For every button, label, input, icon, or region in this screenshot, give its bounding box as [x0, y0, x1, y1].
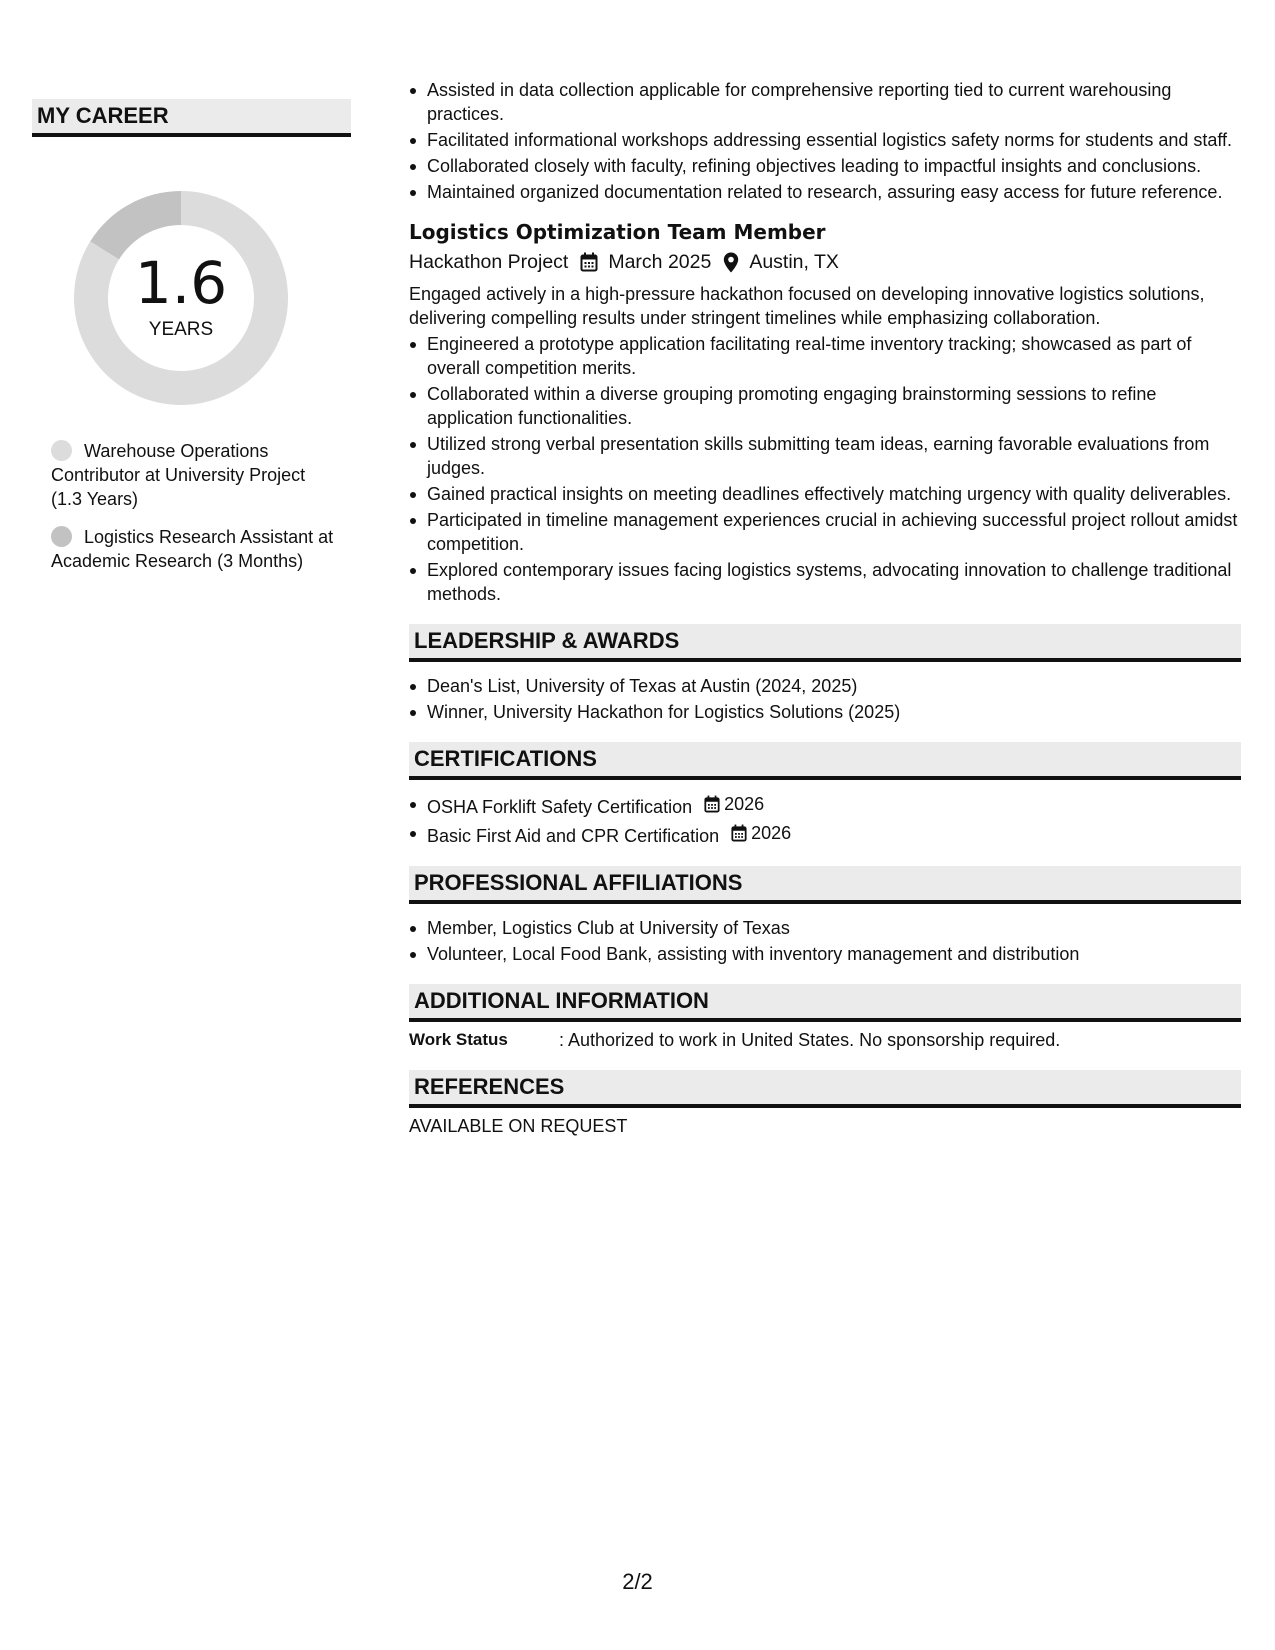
work-status-label: Work Status — [409, 1030, 508, 1049]
previous-job-bullets — [409, 78, 1241, 204]
calendar-icon — [580, 252, 598, 272]
affiliations-list — [409, 916, 1241, 966]
list-item: Volunteer, Local Food Bank, assisting with inventory management and distribution — [427, 942, 1241, 966]
career-sidebar — [32, 99, 351, 587]
list-item: Member, Logistics Club at University of Texas — [427, 916, 1241, 940]
job-meta — [409, 248, 1241, 276]
career-total-years: 1.6 — [134, 249, 228, 317]
legend-item — [51, 439, 341, 511]
list-item: Explored contemporary issues facing logistics systems, advocating innovation to challenge traditional methods. — [427, 558, 1241, 606]
legend-dot — [51, 440, 72, 461]
calendar-icon — [704, 795, 720, 813]
list-item: Collaborated closely with faculty, refining objectives leading to impactful insights and conclusions. — [427, 154, 1241, 178]
certifications-heading: CERTIFICATIONS — [409, 742, 1241, 780]
main-content — [409, 78, 1241, 1138]
references-text: AVAILABLE ON REQUEST — [409, 1116, 628, 1136]
legend-dot — [51, 526, 72, 547]
certification-year-text: 2026 — [724, 794, 765, 814]
additional-info-section — [409, 984, 1241, 1052]
list-item: Utilized strong verbal presentation skills submitting team ideas, earning favorable evaluations from judges. — [427, 432, 1241, 480]
list-item: Engineered a prototype application facilitating real-time inventory tracking; showcased as part of overall competition merits. — [427, 332, 1241, 380]
career-donut-chart — [66, 183, 296, 413]
awards-heading: LEADERSHIP & AWARDS — [409, 624, 1241, 662]
certification-year — [704, 792, 764, 816]
list-item — [427, 792, 1241, 819]
work-status-row — [409, 1028, 1241, 1052]
references-heading: REFERENCES — [409, 1070, 1241, 1108]
job-date: March 2025 — [608, 251, 712, 273]
career-years-unit: YEARS — [148, 319, 214, 340]
job-bullets — [409, 332, 1241, 606]
list-item: Gained practical insights on meeting deadlines effectively matching urgency with quality deliverables. — [427, 482, 1241, 506]
certification-year-text: 2026 — [751, 823, 792, 843]
additional-info-heading: ADDITIONAL INFORMATION — [409, 984, 1241, 1022]
certification-name: OSHA Forklift Safety Certification — [427, 797, 693, 817]
legend-label: Warehouse Operations Contributor at University Project (1.3 Years) — [51, 441, 306, 509]
certification-name: Basic First Aid and CPR Certification — [427, 826, 720, 846]
location-pin-icon — [723, 252, 739, 273]
awards-list — [409, 674, 1241, 724]
job-location: Austin, TX — [749, 251, 839, 273]
list-item: Dean's List, University of Texas at Austin (2024, 2025) — [427, 674, 1241, 698]
job-description: Engaged actively in a high-pressure hackathon focused on developing innovative logistics solutions, delivering compelling results under stringent timelines while emphasizing collaboration. — [409, 284, 1205, 328]
certifications-list — [409, 792, 1241, 848]
certifications-section — [409, 742, 1241, 848]
legend-item — [51, 525, 341, 573]
list-item — [427, 821, 1241, 848]
references-section — [409, 1070, 1241, 1138]
affiliations-heading: PROFESSIONAL AFFILIATIONS — [409, 866, 1241, 904]
list-item: Winner, University Hackathon for Logistics Solutions (2025) — [427, 700, 1241, 724]
list-item: Maintained organized documentation related to research, assuring easy access for future reference. — [427, 180, 1241, 204]
legend-label: Logistics Research Assistant at Academic Research (3 Months) — [51, 527, 334, 571]
job-company: Hackathon Project — [409, 251, 569, 273]
job-title: Logistics Optimization Team Member — [409, 220, 826, 244]
affiliations-section — [409, 866, 1241, 966]
awards-section — [409, 624, 1241, 724]
career-heading: MY CAREER — [32, 99, 351, 137]
calendar-icon — [731, 824, 747, 842]
work-status-value: : Authorized to work in United States. No sponsorship required. — [559, 1030, 1061, 1050]
list-item: Assisted in data collection applicable for comprehensive reporting tied to current warehousing practices. — [427, 78, 1241, 126]
career-legend — [51, 439, 341, 573]
certification-year — [731, 821, 791, 845]
list-item: Collaborated within a diverse grouping promoting engaging brainstorming sessions to refine application functionalities. — [427, 382, 1241, 430]
list-item: Participated in timeline management experiences crucial in achieving successful project rollout amidst competition. — [427, 508, 1241, 556]
page-number: 2/2 — [622, 1569, 653, 1594]
list-item: Facilitated informational workshops addressing essential logistics safety norms for students and staff. — [427, 128, 1241, 152]
